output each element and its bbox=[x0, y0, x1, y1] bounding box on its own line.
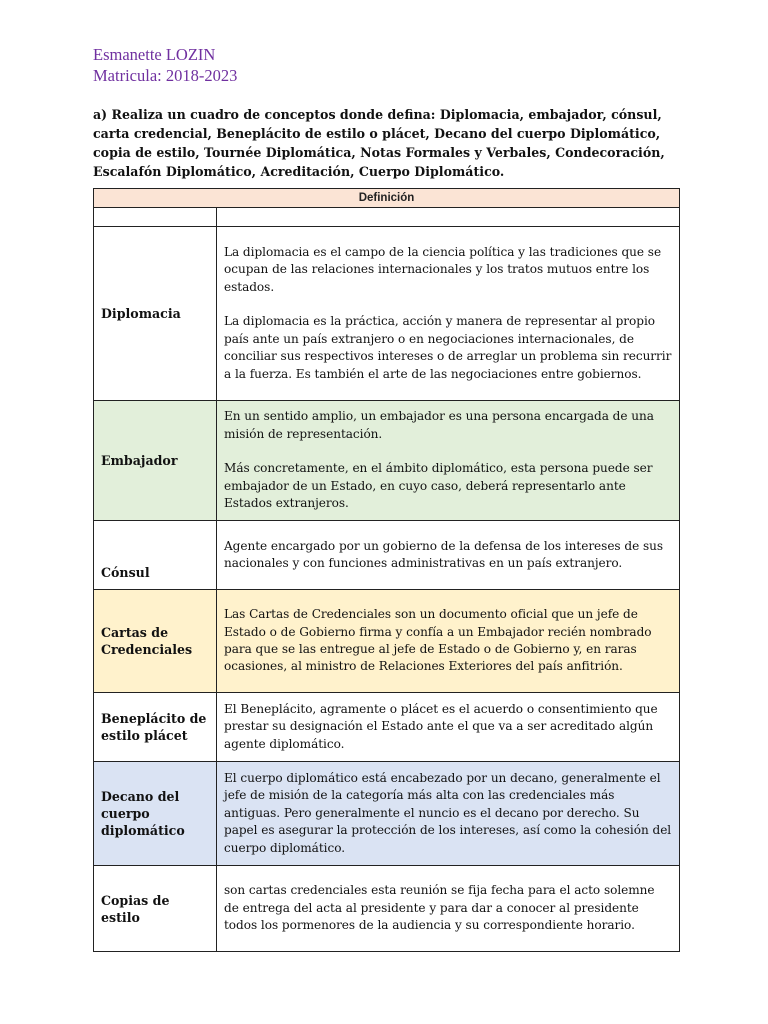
definition-paragraph: La diplomacia es la práctica, acción y manera de representar al propio país ante un país extranjero o en negociaciones internacionales, de conciliar sus respectivos intereses o de arreglar un problema sin recurrir a la fuerza. Es también el arte de las negociaciones entre gobiernos. bbox=[224, 314, 672, 381]
table-row bbox=[94, 401, 680, 521]
column-header: Definición bbox=[94, 189, 680, 208]
definition-paragraph: La diplomacia es el campo de la ciencia política y las tradiciones que se ocupan de las relaciones internacionales y los tratos mutuos entre los estados. bbox=[224, 245, 662, 294]
table-row bbox=[94, 693, 680, 762]
term-cell: Cartas de Credenciales bbox=[94, 590, 217, 693]
assignment-prompt bbox=[93, 105, 683, 181]
definition-cell bbox=[217, 762, 680, 866]
empty-cell bbox=[217, 208, 680, 227]
document-header bbox=[93, 44, 237, 86]
definition-paragraph: En un sentido amplio, un embajador es una persona encargada de una misión de representación. bbox=[224, 409, 654, 441]
term-cell: Beneplácito de estilo plácet bbox=[94, 693, 217, 762]
table-header-row bbox=[94, 189, 680, 208]
definition-cell bbox=[217, 590, 680, 693]
definition-cell bbox=[217, 227, 680, 401]
table-row bbox=[94, 521, 680, 590]
definition-paragraph: Agente encargado por un gobierno de la defensa de los intereses de sus nacionales y con funciones administrativas en un país extranjero. bbox=[224, 538, 664, 570]
table-row bbox=[94, 590, 680, 693]
concepts-table bbox=[93, 188, 680, 952]
table-row bbox=[94, 866, 680, 952]
term-cell: Embajador bbox=[94, 401, 217, 521]
definition-paragraph: El Beneplácito, agramente o plácet es el acuerdo o consentimiento que prestar su designación el Estado ante el que va a ser acreditado algún agente diplomático. bbox=[224, 701, 658, 751]
definition-cell bbox=[217, 693, 680, 762]
definition-cell bbox=[217, 866, 680, 952]
matricula: Matricula: 2018-2023 bbox=[93, 66, 238, 85]
definition-paragraph: Más concretamente, en el ámbito diplomático, esta persona puede ser embajador de un Estado, en cuyo caso, deberá representarlo ante Estados extranjeros. bbox=[224, 461, 653, 511]
definition-paragraph: El cuerpo diplomático está encabezado por un decano, generalmente el jefe de misión de la categoría más alta con las credenciales más antiguas. Pero generalmente el nuncio es el decano por derecho. Su papel es asegurar la protección de los intereses, así como la cohesión del cuerpo diplomático. bbox=[224, 770, 672, 855]
prompt-marker: a) bbox=[93, 107, 108, 122]
term-cell: Decano del cuerpo diplomático bbox=[94, 762, 217, 866]
term-cell: Copias de estilo bbox=[94, 866, 217, 952]
definition-paragraph: Las Cartas de Credenciales son un documento oficial que un jefe de Estado o de Gobierno firma y confía a un Embajador recién nombrado para que se las entregue al jefe de Estado o de Gobierno y, en raras ocasiones, al ministro de Relaciones Exteriores del país anfitrión. bbox=[224, 607, 652, 674]
definition-cell bbox=[217, 521, 680, 590]
definition-paragraph: son cartas credenciales esta reunión se fija fecha para el acto solemne de entrega del acta al presidente y para dar a conocer al presidente todos los pormenores de la audiencia y su correspondiente horario. bbox=[224, 883, 655, 933]
table-row bbox=[94, 762, 680, 866]
term-cell: Cónsul bbox=[94, 521, 217, 590]
table-row bbox=[94, 227, 680, 401]
term-cell: Diplomacia bbox=[94, 227, 217, 401]
author-name: Esmanette LOZIN bbox=[93, 45, 216, 64]
definition-cell bbox=[217, 401, 680, 521]
prompt-text: Realiza un cuadro de conceptos donde defina: Diplomacia, embajador, cónsul, carta credencial, Beneplácito de estilo o plácet, Decano del cuerpo Diplomático, copia de estilo, Tournée Diplomática, Notas Formales y Verbales, Condecoración, Escalafón Diplomático, Acreditación, Cuerpo Diplomático. bbox=[93, 107, 665, 179]
empty-row bbox=[94, 208, 680, 227]
empty-cell bbox=[94, 208, 217, 227]
